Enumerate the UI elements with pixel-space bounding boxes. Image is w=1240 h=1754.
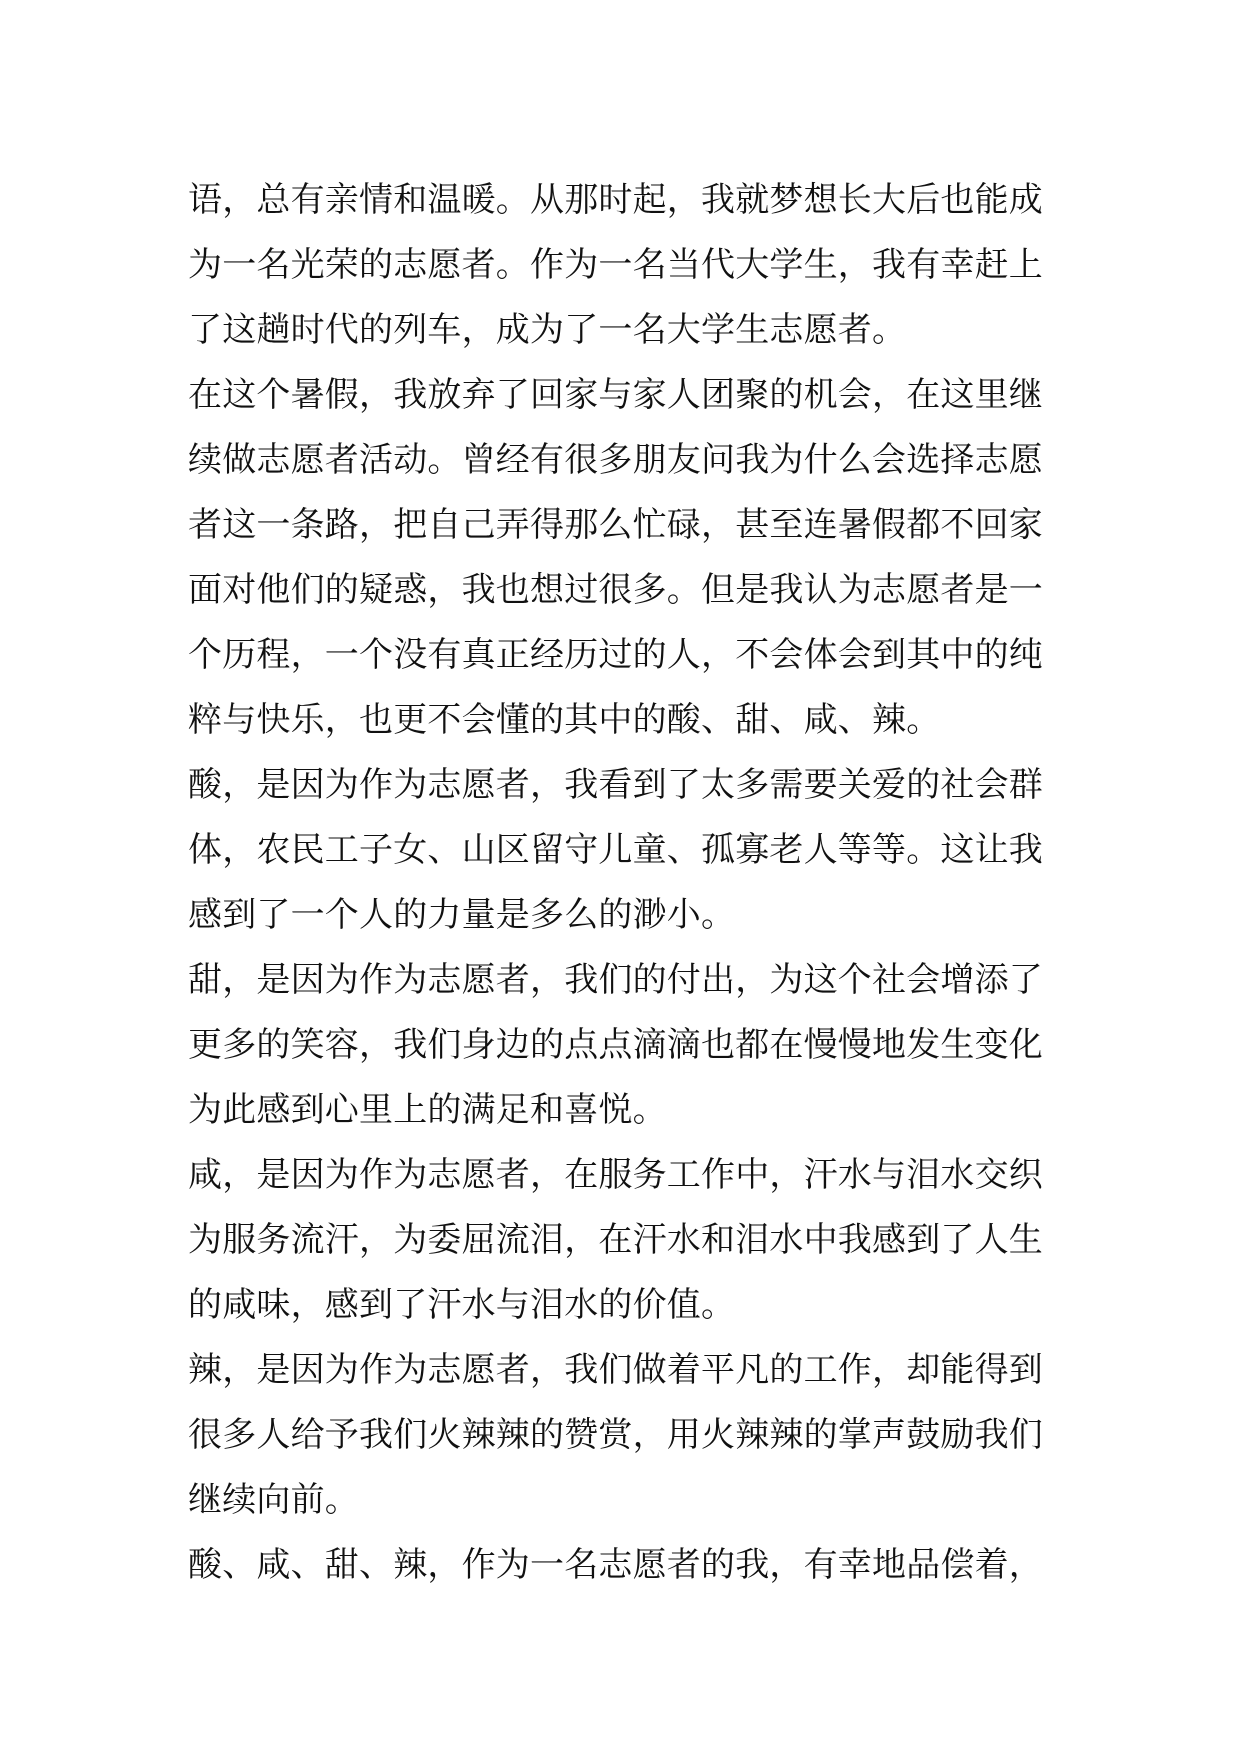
text-line: 咸，是因为作为志愿者，在服务工作中，汗水与泪水交织 — [188, 1155, 1043, 1195]
text-line: 在这个暑假，我放弃了回家与家人团聚的机会，在这里继 — [188, 375, 1043, 415]
text-line: 感到了一个人的力量是多么的渺小。 — [188, 895, 736, 935]
text-line: 继续向前。 — [188, 1480, 359, 1520]
text-line: 续做志愿者活动。曾经有很多朋友问我为什么会选择志愿 — [188, 440, 1043, 480]
text-line: 为服务流汗，为委屈流泪，在汗水和泪水中我感到了人生 — [188, 1220, 1043, 1260]
text-line: 很多人给予我们火辣辣的赞赏，用火辣辣的掌声鼓励我们 — [188, 1415, 1043, 1455]
text-line: 面对他们的疑惑，我也想过很多。但是我认为志愿者是一 — [188, 570, 1043, 610]
text-line: 更多的笑容，我们身边的点点滴滴也都在慢慢地发生变化 — [188, 1025, 1043, 1065]
text-line: 个历程，一个没有真正经历过的人，不会体会到其中的纯 — [188, 635, 1043, 675]
text-line: 语，总有亲情和温暖。从那时起，我就梦想长大后也能成 — [188, 180, 1043, 220]
text-line: 酸、咸、甜、辣，作为一名志愿者的我，有幸地品偿着， — [188, 1545, 1043, 1585]
text-line: 为一名光荣的志愿者。作为一名当代大学生，我有幸赶上 — [188, 245, 1043, 285]
text-line: 体，农民工子女、山区留守儿童、孤寡老人等等。这让我 — [188, 830, 1043, 870]
text-line: 的咸味，感到了汗水与泪水的价值。 — [188, 1285, 736, 1325]
text-line: 酸，是因为作为志愿者，我看到了太多需要关爱的社会群 — [188, 765, 1043, 805]
text-line: 甜，是因为作为志愿者，我们的付出，为这个社会增添了 — [188, 960, 1043, 1000]
document-body — [188, 168, 1068, 1598]
text-line: 辣，是因为作为志愿者，我们做着平凡的工作，却能得到 — [188, 1350, 1043, 1390]
text-line: 者这一条路，把自己弄得那么忙碌，甚至连暑假都不回家 — [188, 505, 1043, 545]
text-line: 为此感到心里上的满足和喜悦。 — [188, 1090, 667, 1130]
text-line: 了这趟时代的列车，成为了一名大学生志愿者。 — [188, 310, 907, 350]
text-line: 粹与快乐，也更不会懂的其中的酸、甜、咸、辣。 — [188, 700, 941, 740]
